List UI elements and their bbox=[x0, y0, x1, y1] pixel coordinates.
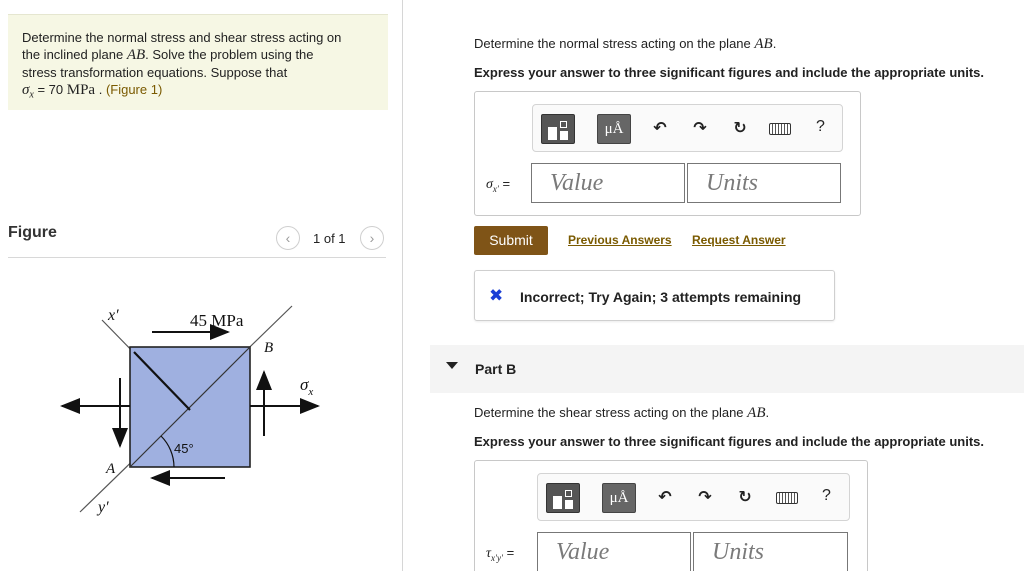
part-b-answer-box bbox=[474, 460, 868, 571]
sigma-unit: MPa bbox=[66, 82, 96, 98]
plane-var: AB bbox=[747, 405, 766, 421]
prompt-text: . bbox=[772, 36, 777, 51]
previous-answers-link[interactable]: Previous Answers bbox=[568, 233, 672, 247]
figure-title: Figure bbox=[8, 224, 57, 241]
part-a-units-input[interactable] bbox=[706, 170, 840, 197]
plane-var: AB bbox=[754, 36, 773, 52]
part-b-header[interactable] bbox=[430, 345, 1024, 393]
next-figure-button[interactable] bbox=[360, 226, 384, 250]
caret-down-icon[interactable] bbox=[446, 362, 458, 369]
part-a-units-field[interactable] bbox=[687, 163, 841, 203]
prompt-text: . bbox=[765, 405, 770, 420]
prev-figure-button[interactable] bbox=[276, 226, 300, 250]
part-a-instruction: Express your answer to three significant figures and include the appropriate units. bbox=[474, 65, 984, 80]
part-b-units-input[interactable] bbox=[712, 539, 847, 566]
figure-pager: 1 of 1 bbox=[313, 231, 346, 246]
problem-line-4 bbox=[22, 81, 374, 104]
units-symbol-button[interactable]: μÅ bbox=[602, 483, 636, 513]
problem-statement bbox=[8, 14, 388, 110]
var-symbol: σ bbox=[486, 177, 493, 192]
var-subscript: x′ bbox=[492, 183, 499, 194]
prompt-text: Determine the normal stress acting on the plane bbox=[474, 36, 755, 51]
part-b-value-input[interactable] bbox=[556, 539, 690, 566]
feedback-message: Incorrect; Try Again; 3 attempts remaining bbox=[520, 289, 802, 305]
part-b-prompt bbox=[474, 405, 769, 422]
help-icon[interactable]: ? bbox=[822, 487, 831, 504]
templates-button[interactable] bbox=[541, 114, 575, 144]
column-divider bbox=[402, 0, 403, 571]
feedback-panel bbox=[474, 270, 835, 321]
submit-button[interactable]: Submit bbox=[474, 226, 548, 255]
figure-header bbox=[8, 222, 386, 258]
plane-var: AB bbox=[126, 47, 146, 63]
part-a-toolbar bbox=[532, 104, 843, 152]
point-a-label: A bbox=[106, 461, 116, 477]
templates-button[interactable] bbox=[546, 483, 580, 513]
chevron-right-icon: › bbox=[369, 230, 375, 246]
problem-text: . bbox=[95, 82, 106, 97]
x-prime-label: x′ bbox=[108, 307, 119, 324]
sigma-subscript: x bbox=[29, 89, 34, 101]
part-b-variable bbox=[486, 545, 514, 563]
part-b-label: Part B bbox=[475, 361, 517, 377]
part-a-value-field[interactable] bbox=[531, 163, 685, 203]
chevron-left-icon: ‹ bbox=[285, 230, 291, 246]
sigma-x-label: $\sigma_x$ bbox=[300, 375, 314, 398]
problem-text: . Solve the problem using the bbox=[145, 47, 314, 62]
part-a-prompt bbox=[474, 36, 776, 53]
request-answer-link[interactable]: Request Answer bbox=[692, 233, 786, 247]
var-subscript: x′y′ bbox=[491, 552, 503, 563]
undo-icon[interactable]: ↶ bbox=[653, 120, 667, 137]
units-symbol-button[interactable]: μÅ bbox=[597, 114, 631, 144]
sigma-equals: = 70 bbox=[33, 82, 67, 97]
incorrect-x-icon: ✖ bbox=[489, 286, 504, 305]
keyboard-icon[interactable] bbox=[776, 492, 798, 504]
shear-label: 45 MPa bbox=[190, 311, 244, 330]
reset-icon[interactable]: ↻ bbox=[733, 120, 747, 137]
stress-element-figure bbox=[50, 290, 330, 520]
part-b-value-field[interactable] bbox=[537, 532, 691, 571]
part-b-units-field[interactable] bbox=[693, 532, 848, 571]
redo-icon[interactable]: ↷ bbox=[693, 120, 707, 137]
angle-label: 45° bbox=[174, 441, 194, 456]
part-a-variable bbox=[486, 176, 510, 194]
y-prime-label: y′ bbox=[98, 499, 109, 516]
sigma-symbol: σ bbox=[22, 82, 30, 98]
problem-line-3: stress transformation equations. Suppose that bbox=[22, 65, 288, 80]
figure-link[interactable]: (Figure 1) bbox=[105, 82, 163, 97]
var-equals: = bbox=[502, 545, 515, 560]
problem-line-1: Determine the normal stress and shear stress acting on bbox=[22, 30, 342, 45]
problem-line-2 bbox=[22, 46, 374, 64]
prompt-text: Determine the shear stress acting on the plane bbox=[474, 405, 748, 420]
part-b-instruction: Express your answer to three significant figures and include the appropriate units. bbox=[474, 434, 984, 449]
undo-icon[interactable]: ↶ bbox=[658, 489, 672, 506]
var-symbol: τ bbox=[486, 546, 492, 561]
point-b-label: B bbox=[264, 340, 274, 356]
problem-text: the inclined plane bbox=[22, 47, 127, 62]
part-b-toolbar bbox=[537, 473, 850, 521]
part-a-answer-box bbox=[474, 91, 861, 216]
help-icon[interactable]: ? bbox=[816, 118, 825, 135]
keyboard-icon[interactable] bbox=[769, 123, 791, 135]
var-equals: = bbox=[498, 176, 511, 191]
part-a-value-input[interactable] bbox=[550, 170, 684, 197]
redo-icon[interactable]: ↷ bbox=[698, 489, 712, 506]
reset-icon[interactable]: ↻ bbox=[738, 489, 752, 506]
